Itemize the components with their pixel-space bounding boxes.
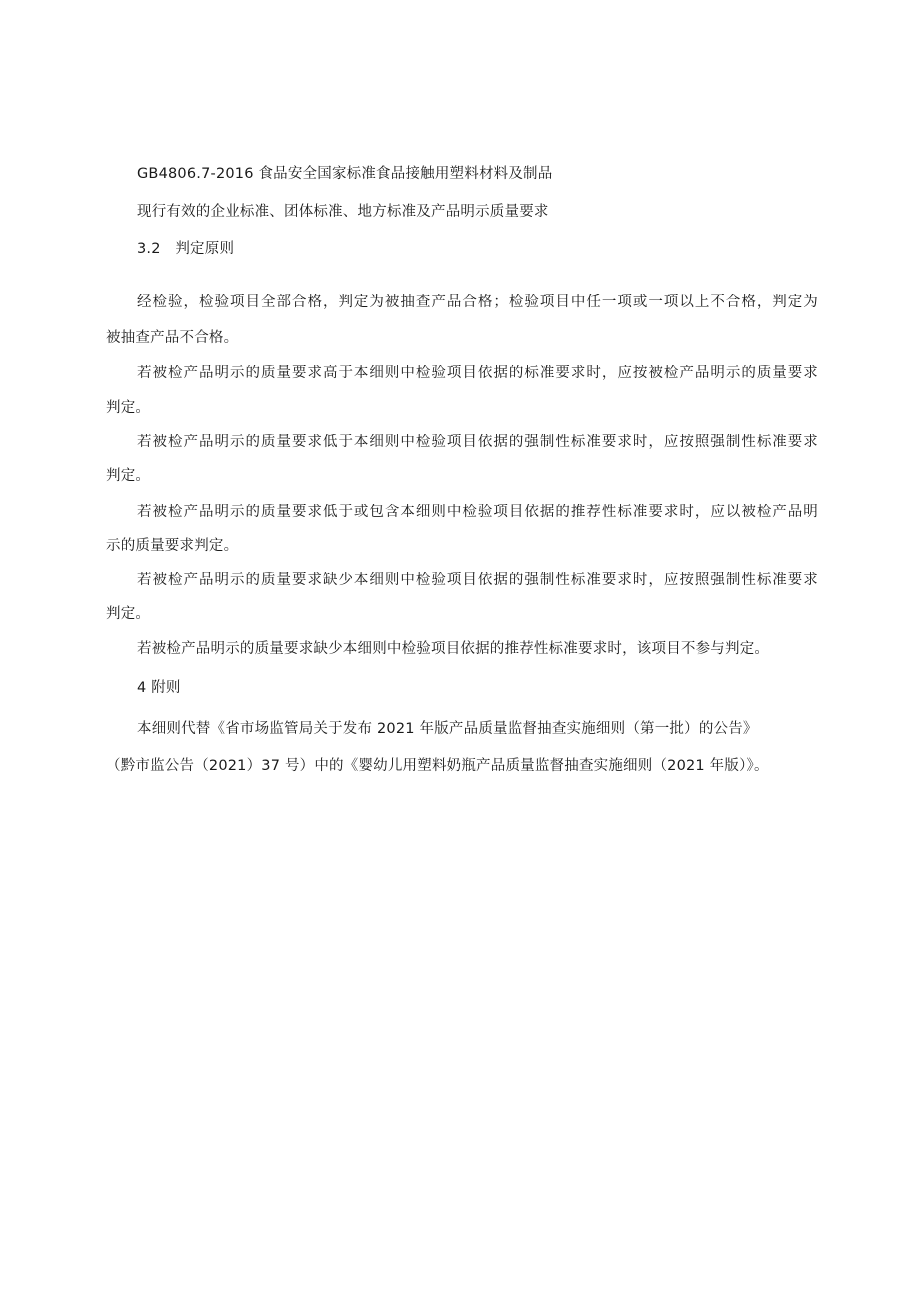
paragraph-4-line-2: 示的质量要求判定。 [106, 538, 239, 554]
paragraph-4-line-1: 若被检产品明示的质量要求低于或包含本细则中检验项目依据的推荐性标准要求时，应以被检产品明 [137, 504, 818, 520]
paragraph-5-line-2: 判定。 [106, 606, 151, 622]
paragraph-6: 若被检产品明示的质量要求缺少本细则中检验项目依据的推荐性标准要求时，该项目不参与判定。 [137, 641, 770, 657]
paragraph-1-line-1: 经检验，检验项目全部合格，判定为被抽查产品合格；检验项目中任一项或一项以上不合格，判定为 [137, 294, 818, 310]
appendix-line-1: 本细则代替《省市场监管局关于发布 2021 年版产品质量监督抽查实施细则（第一批）的公告》 [137, 721, 758, 737]
paragraph-2-line-1: 若被检产品明示的质量要求高于本细则中检验项目依据的标准要求时，应按被检产品明示的质量要求 [137, 365, 818, 381]
standard-gb4806: GB4806.7-2016 食品安全国家标准食品接触用塑料材料及制品 [137, 166, 553, 182]
standard-enterprise: 现行有效的企业标准、团体标准、地方标准及产品明示质量要求 [137, 204, 549, 220]
paragraph-3-line-2: 判定。 [106, 468, 151, 484]
section-4-heading: 4 附则 [137, 680, 181, 696]
section-3-2-heading: 3.2 判定原则 [137, 241, 235, 257]
appendix-line-2: （黔市监公告（2021）37 号）中的《婴幼儿用塑料奶瓶产品质量监督抽查实施细则（2021 年版）》。 [106, 758, 769, 774]
paragraph-3-line-1: 若被检产品明示的质量要求低于本细则中检验项目依据的强制性标准要求时，应按照强制性标准要求 [137, 434, 818, 450]
paragraph-2-line-2: 判定。 [106, 400, 151, 416]
paragraph-5-line-1: 若被检产品明示的质量要求缺少本细则中检验项目依据的强制性标准要求时，应按照强制性标准要求 [137, 572, 818, 588]
paragraph-1-line-2: 被抽查产品不合格。 [106, 330, 239, 346]
